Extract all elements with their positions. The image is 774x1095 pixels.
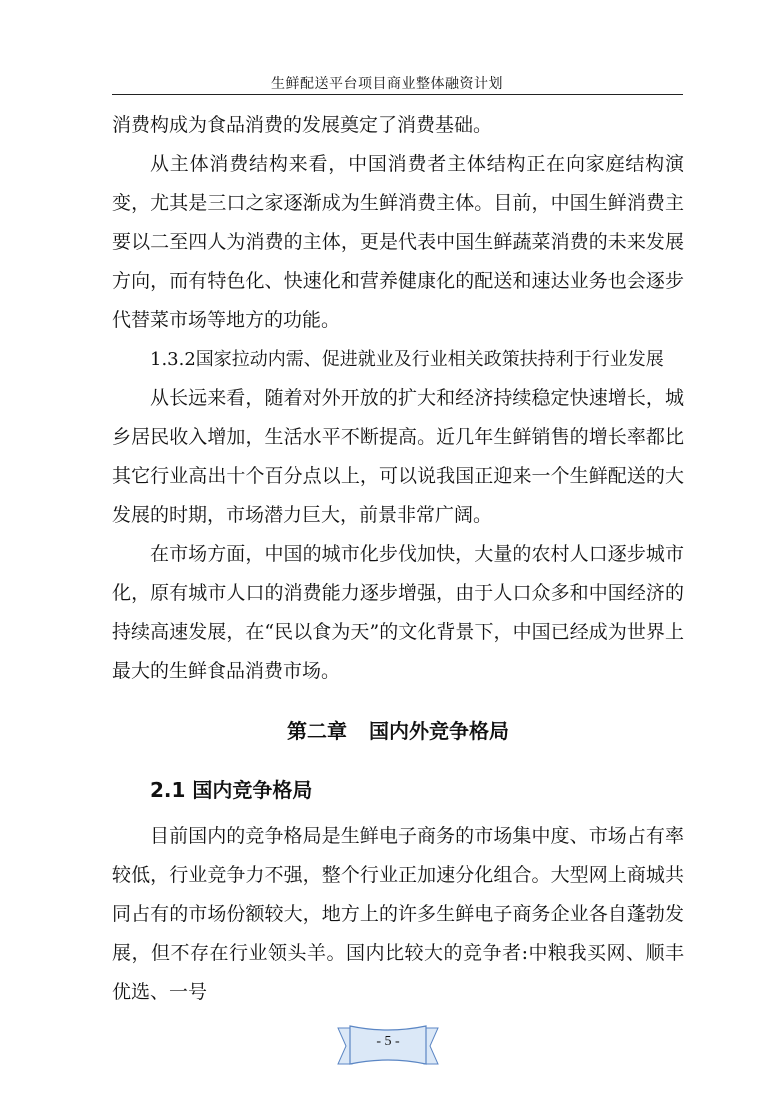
chapter-name: 国内外竞争格局 [369, 719, 509, 743]
subsection-heading: 1.3.2国家拉动内需、促进就业及行业相关政策扶持利于行业发展 [150, 349, 664, 370]
paragraph-1: 消费构成为食品消费的发展奠定了消费基础。 [112, 114, 493, 136]
document-header-title: 生鲜配送平台项目商业整体融资计划 [271, 76, 503, 92]
paragraph-3: 从长远来看，随着对外开放的扩大和经济持续稳定快速增长，城乡居民收入增加，生活水平不断提高。近几年生鲜销售的增长率都比其它行业高出十个百分点以上，可以说我国正迎来一个生鲜配送的大发展的时期，市场潜力巨大，前景非常广阔。 [112, 387, 684, 526]
header-divider [112, 94, 683, 95]
paragraph-4: 在市场方面，中国的城市化步伐加快，大量的农村人口逐步城市化，原有城市人口的消费能力逐步增强，由于人口众多和中国经济的持续高速发展，在“民以食为天”的文化背景下，中国已经成为世界上最大的生鲜食品消费市场。 [112, 543, 684, 682]
section-title: 2.1 国内竞争格局 [150, 778, 313, 802]
chapter-title [112, 703, 684, 759]
document-body [112, 106, 684, 1012]
paragraph-2: 从主体消费结构来看，中国消费者主体结构正在向家庭结构演变，尤其是三口之家逐渐成为生鲜消费主体。目前，中国生鲜消费主要以二至四人为消费的主体，更是代表中国生鲜蔬菜消费的未来发展方向，而有特色化、快速化和营养健康化的配送和速达业务也会逐步代替菜市场等地方的功能。 [112, 153, 684, 331]
paragraph-5: 目前国内的竞争格局是生鲜电子商务的市场集中度、市场占有率较低，行业竞争力不强，整个行业正加速分化组合。大型网上商城共同占有的市场份额较大，地方上的许多生鲜电子商务企业各自蓬勃发展，但不存在行业领头羊。国内比较大的竞争者:中粮我买网、顺丰优选、一号 [112, 825, 684, 1003]
chapter-number: 第二章 [287, 719, 347, 743]
page-number: - 5 - [376, 1034, 400, 1049]
